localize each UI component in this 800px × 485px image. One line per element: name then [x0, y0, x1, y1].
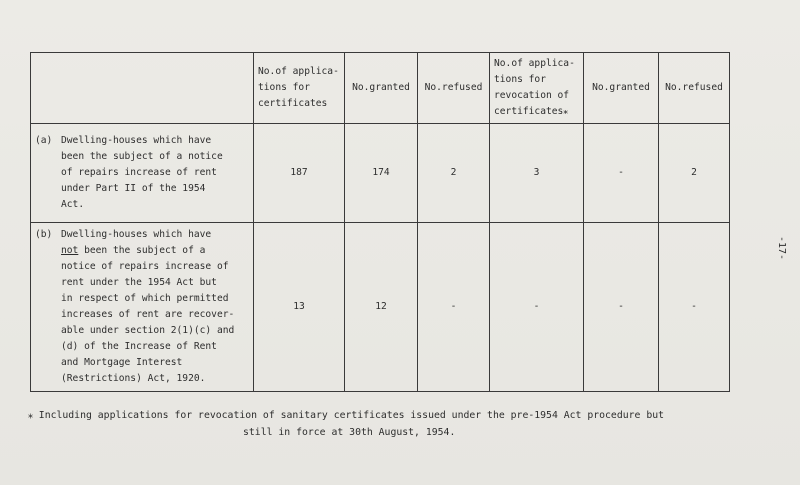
- table-row-a: [31, 124, 730, 223]
- row-a-label: (a): [35, 135, 53, 146]
- header-granted: No.granted: [345, 53, 418, 124]
- row-a-revocation-refused: 2: [659, 124, 730, 223]
- header-applications: No.of applica- tions for certificates: [254, 53, 345, 124]
- header-refused: No.refused: [418, 53, 490, 124]
- row-b-revocation-applications: -: [490, 223, 584, 392]
- row-b-revocation-granted: -: [584, 223, 659, 392]
- header-revocation-granted: No.granted: [584, 53, 659, 124]
- row-a-granted: 174: [345, 124, 418, 223]
- footnote: [28, 407, 748, 441]
- header-revocation-refused: No.refused: [659, 53, 730, 124]
- row-b-applications: 13: [254, 223, 345, 392]
- row-a-revocation-granted: -: [584, 124, 659, 223]
- header-blank: [31, 53, 254, 124]
- row-a-applications: 187: [254, 124, 345, 223]
- page-number: -17-: [776, 236, 787, 261]
- footnote-line1: ⁎ Including applications for revocation of sanitary certificates issued under the pre-1954 Act procedure but: [28, 410, 665, 421]
- row-a-refused: 2: [418, 124, 490, 223]
- table-header-row: [31, 53, 730, 124]
- row-b-granted: 12: [345, 223, 418, 392]
- row-a-description-cell: [31, 124, 254, 223]
- row-b-description-cell: [31, 223, 254, 392]
- row-b-description-rest: been the subject of a notice of repairs increase of rent under the 1954 Act but in respect of which permitted increases of rent are recover- able under section 2(1)(c) and (d) of the Increase of Rent and Mortgage Interest (Restrictions) Act, 1920.: [61, 245, 235, 384]
- table-row-b: [31, 223, 730, 392]
- row-b-refused: -: [418, 223, 490, 392]
- header-revocation-applications: No.of applica- tions for revocation of certificates⁎: [490, 53, 584, 124]
- row-a-description: Dwelling-houses which have been the subject of a notice of repairs increase of rent under Part II of the 1954 Act.: [61, 135, 223, 210]
- row-b-description-not: not: [61, 245, 79, 256]
- row-b-description-line1: Dwelling-houses which have: [61, 229, 212, 240]
- footnote-line2: still in force at 30th August, 1954.: [243, 427, 456, 438]
- certificates-table: [30, 52, 730, 392]
- row-b-revocation-refused: -: [659, 223, 730, 392]
- row-a-revocation-applications: 3: [490, 124, 584, 223]
- row-b-description: [61, 227, 236, 387]
- row-b-label: (b): [35, 229, 53, 240]
